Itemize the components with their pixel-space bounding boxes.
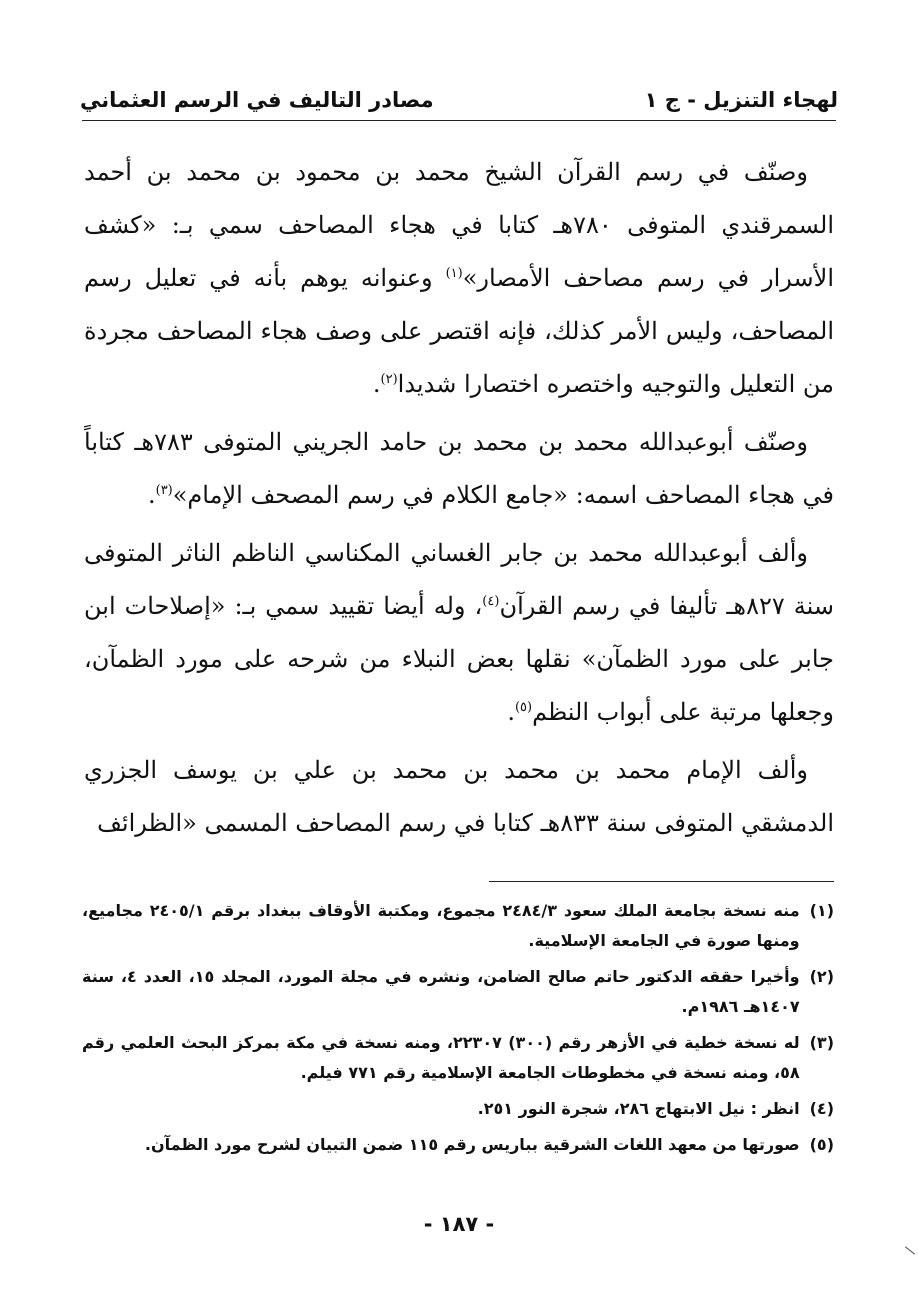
paragraph-text: . [372, 370, 381, 398]
footnote-text: صورتها من معهد اللغات الشرقية بباريس رقم ١١٥ ضمن التبيان لشرح مورد الظمآن. [144, 1135, 800, 1154]
paragraph-text: وألف الإمام محمد بن محمد بن محمد بن علي بن يوسف الجزري الدمشقي المتوفى سنة ٨٣٣هـ كتابا في رسم المصاحف المسمى «الظرائف [84, 756, 834, 837]
footnote-number: (٤) [809, 1099, 834, 1118]
footnote [82, 1028, 834, 1088]
running-header [80, 78, 838, 112]
page-number: - ١٨٧ - [423, 1212, 495, 1236]
paragraph-text: وعنوانه يوهم بأنه في تعليل رسم المصاحف، وليس الأمر كذلك، فإنه اقتصر على وصف هجاء المصاحف مجردة من التعليل والتوجيه واختصره اختصارا شديدا [84, 264, 834, 398]
body-paragraph [84, 416, 834, 522]
footnote-text: منه نسخة بجامعة الملك سعود ٢٤٨٤/٣ مجموع، ومكتبة الأوقاف ببغداد برقم ٢٤٠٥/١ مجاميع، ومنها صورة في الجامعة الإسلامية. [82, 901, 800, 950]
header-rule [82, 120, 836, 121]
paragraph-text: . [147, 481, 156, 509]
paragraph-text: وصنّف في رسم القرآن الشيخ محمد بن محمود بن محمد بن أحمد السمرقندي المتوفى ٧٨٠هـ كتابا في هجاء المصاحف سمي بـ: «كشف الأسرار في رسم مصاحف الأمصار» [84, 158, 835, 292]
footnote-reference: (٤) [482, 594, 500, 609]
footnote [82, 962, 834, 1022]
body-text [84, 146, 834, 855]
paragraph-text: وصنّف أبوعبدالله محمد بن محمد بن حامد الجريني المتوفى ٧٨٣هـ كتاباً في هجاء المصاحف اسمه: «جامع الكلام في رسم المصحف الإمام» [84, 428, 834, 509]
header-volume-title: لهجاء التنزيل - ج ١ [644, 88, 838, 112]
footnote-reference: (١) [445, 266, 463, 281]
footnote [82, 1094, 834, 1124]
footnote-text: وأخيرا حققه الدكتور حاتم صالح الضامن، ونشره في مجلة المورد، المجلد ١٥، العدد ٤، سنة ١٤٠٧هـ ١٩٨٦م. [82, 967, 800, 1016]
footnotes [82, 896, 834, 1166]
body-paragraph [84, 146, 834, 411]
footnote [82, 896, 834, 956]
footnote-reference: (٢) [380, 372, 398, 387]
paragraph-text: ، وله أيضا تقييد سمي بـ: «إصلاحات ابن جابر على مورد الظمآن» نقلها بعض النبلاء من شرحه على مورد الظمآن، وجعلها مرتبة على أبواب النظم [84, 592, 834, 726]
header-chapter-title: مصادر التاليف في الرسم العثماني [80, 88, 434, 112]
footnote-number: (٥) [809, 1135, 834, 1154]
footnote-number: (٢) [809, 967, 834, 986]
footnote-text: انظر : نيل الابتهاج ٢٨٦، شجرة النور ٢٥١. [477, 1099, 800, 1118]
margin-mark [905, 1246, 915, 1254]
footnote-number: (٣) [809, 1033, 834, 1052]
footnote-text: له نسخة خطية في الأزهر رقم (٣٠٠) ٢٢٣٠٧، ومنه نسخة في مكة بمركز البحث العلمي رقم ٥٨، ومنه نسخة في مخطوطات الجامعة الإسلامية رقم ٧٧١ فيلم. [82, 1033, 800, 1082]
body-paragraph [84, 744, 834, 850]
body-paragraph [84, 527, 834, 739]
footnote-reference: (٣) [155, 483, 173, 498]
footnote-number: (١) [809, 901, 834, 920]
paragraph-text: وألف أبوعبدالله محمد بن جابر الغساني المكناسي الناظم الناثر المتوفى سنة ٨٢٧هـ تأليفا في رسم القرآن [84, 539, 834, 620]
footnote-separator [489, 881, 834, 882]
footnote [82, 1130, 834, 1160]
paragraph-text: . [507, 698, 515, 726]
footnote-reference: (٥) [514, 700, 533, 715]
